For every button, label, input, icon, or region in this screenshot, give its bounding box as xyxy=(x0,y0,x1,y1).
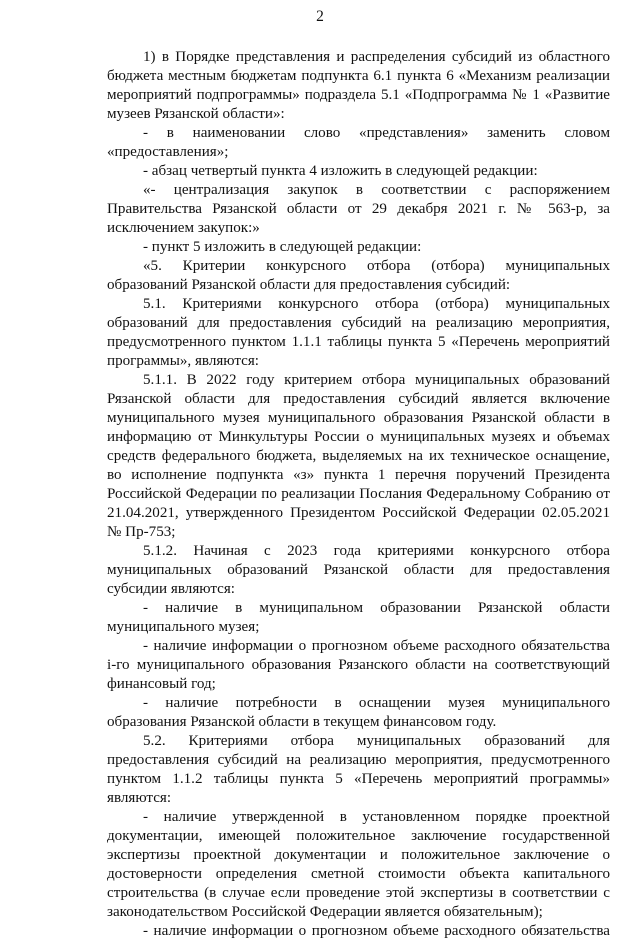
text-line: муниципального музея муниципального образования Рязанской области в xyxy=(107,410,610,426)
text-line: - наличие информации о прогнозном объеме расходного обязательства xyxy=(143,923,610,939)
text-line: муниципального музея; xyxy=(107,619,260,635)
text-line: - наличие утвержденной в установленном порядке проектной xyxy=(143,809,610,825)
text-line: программы», являются: xyxy=(107,353,259,369)
text-line: - пункт 5 изложить в следующей редакции: xyxy=(143,239,422,255)
text-line: образований для предоставления субсидий на реализацию мероприятия, xyxy=(107,315,610,331)
text-line: 5.1.1. В 2022 году критерием отбора муниципальных образований xyxy=(143,372,610,388)
text-line: «5. Критерии конкурсного отбора (отбора) муниципальных xyxy=(143,258,610,274)
text-line: достоверности определения сметной стоимости объекта капитального xyxy=(107,866,610,882)
text-line: финансовый год; xyxy=(107,676,216,692)
text-line: являются: xyxy=(107,790,172,806)
text-line: экспертизы проектной документации и положительное заключение о xyxy=(107,847,610,863)
text-line: 21.04.2021, утвержденного Президентом Российской Федерации 02.05.2021 xyxy=(107,505,610,521)
text-line: образований Рязанской области для предоставления субсидий: xyxy=(107,277,511,293)
text-line: 5.1. Критериями конкурсного отбора (отбора) муниципальных xyxy=(143,296,610,312)
text-line: музеев Рязанской области»: xyxy=(107,106,285,122)
text-line: пунктом 1.1.2 таблицы пункта 5 «Перечень мероприятий программы» xyxy=(107,771,610,787)
text-line: i-го муниципального образования Рязанского области на соответствующий xyxy=(107,657,610,673)
text-line: предусмотренного пунктом 1.1.1 таблицы пункта 5 «Перечень мероприятий xyxy=(107,334,610,350)
text-line: информацию от Минкультуры России о муниципальных музеях и объемах xyxy=(107,429,610,445)
text-line: образования Рязанской области в текущем финансовом году. xyxy=(107,714,497,730)
text-line: - наличие потребности в оснащении музея муниципального xyxy=(143,695,610,711)
text-line: - абзац четвертый пункта 4 изложить в следующей редакции: xyxy=(143,163,538,179)
text-line: субсидии являются: xyxy=(107,581,235,597)
text-line: «- централизация закупок в соответствии с распоряжением xyxy=(143,182,610,198)
text-line: бюджета местным бюджетам подпункта 6.1 пункта 6 «Механизм реализации xyxy=(107,68,610,84)
text-line: средств федерального бюджета, выделяемых на их техническое оснащение, xyxy=(107,448,610,464)
text-line: исключением закупок:» xyxy=(107,220,260,236)
text-line: во исполнение подпункта «з» пункта 1 перечня поручений Президента xyxy=(107,467,610,483)
text-line: 1) в Порядке представления и распределения субсидий из областного xyxy=(143,49,610,65)
text-line: Правительства Рязанской области от 29 декабря 2021 г. № 563-р, за xyxy=(107,201,610,217)
text-line: мероприятий подпрограммы» подраздела 5.1 «Подпрограмма № 1 «Развитие xyxy=(107,87,610,103)
text-line: 5.1.2. Начиная с 2023 года критериями конкурсного отбора xyxy=(143,543,610,559)
text-line: законодательством Российской Федерации является обязательным); xyxy=(107,904,543,920)
text-line: строительства (в случае если проведение этой экспертизы в соответствии с xyxy=(107,885,610,901)
text-line: - наличие информации о прогнозном объеме расходного обязательства xyxy=(143,638,610,654)
text-line: - наличие в муниципальном образовании Рязанской области xyxy=(143,600,610,616)
text-line: муниципальных образований Рязанской области для предоставления xyxy=(107,562,610,578)
text-line: Рязанской области для предоставления субсидий является включение xyxy=(107,391,610,407)
text-line: - в наименовании слово «представления» заменить словом xyxy=(143,125,610,141)
page-number: 2 xyxy=(316,8,324,25)
text-line: предоставления субсидий на реализацию мероприятия, предусмотренного xyxy=(107,752,610,768)
text-line: 5.2. Критериями отбора муниципальных образований для xyxy=(143,733,610,749)
text-line: № Пр-753; xyxy=(107,524,176,540)
text-line: Российской Федерации по реализации Послания Федеральному Собранию от xyxy=(107,486,610,502)
text-line: «предоставления»; xyxy=(107,144,229,160)
text-line: документации, имеющей положительное заключение государственной xyxy=(107,828,610,844)
